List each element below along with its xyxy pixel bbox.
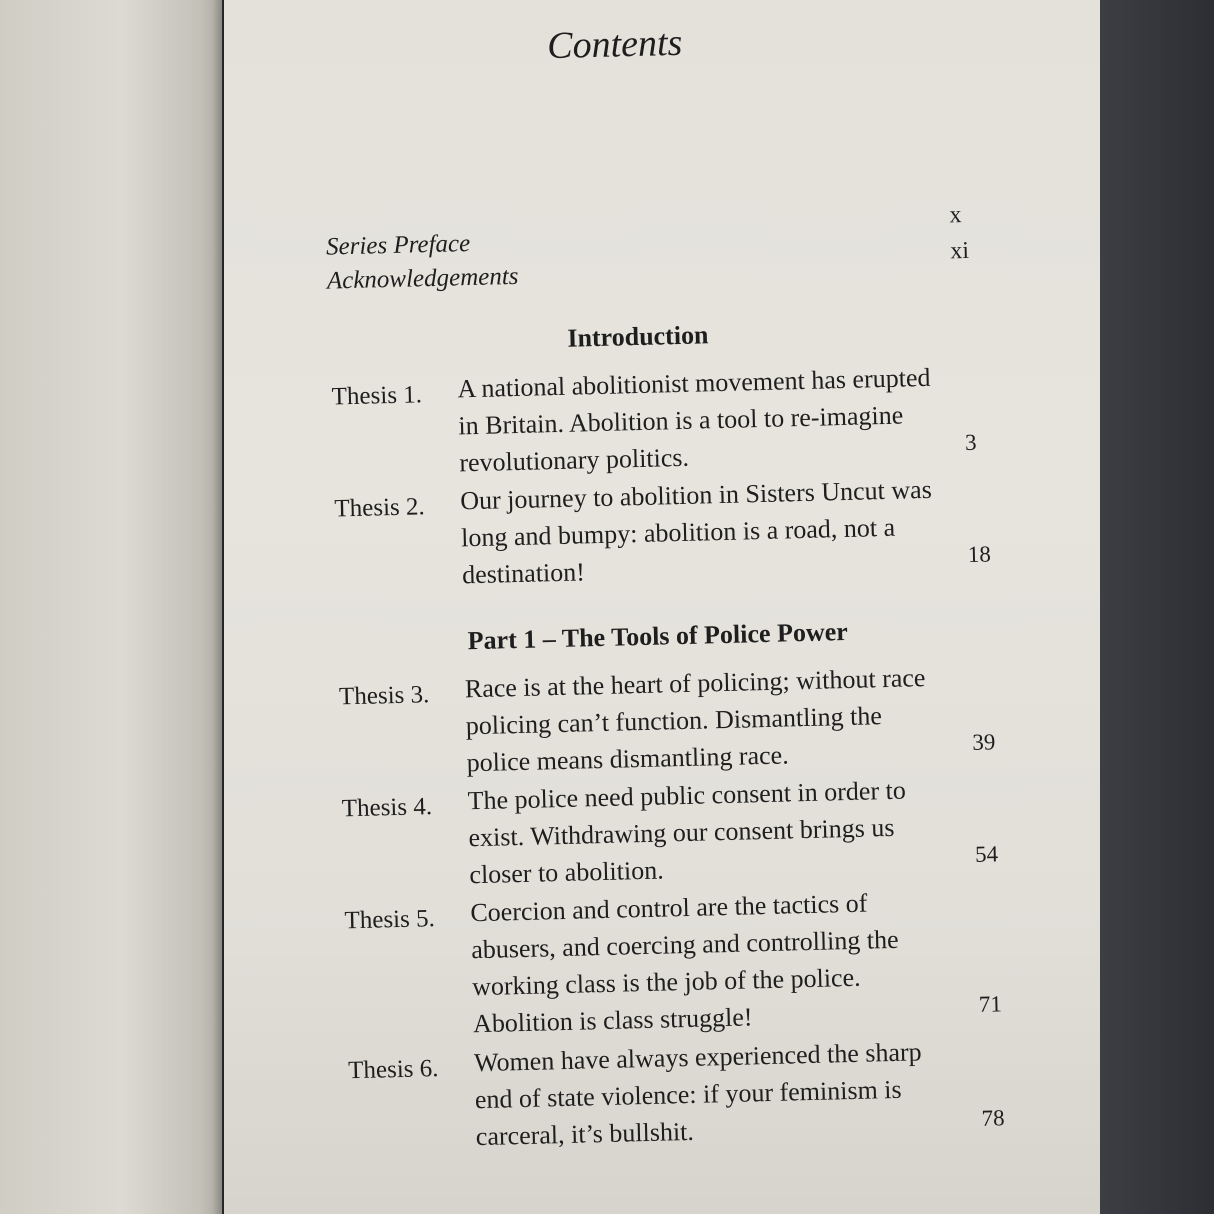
toc-front-acknowledgements: Acknowledgements bbox=[326, 262, 519, 295]
toc-entry-label: Thesis 5. bbox=[344, 905, 436, 935]
toc-front-acknowledgements-page: xi bbox=[950, 237, 970, 265]
section-heading-part-1: Part 1 – The Tools of Police Power bbox=[467, 616, 849, 656]
toc-entry-text: Race is at the heart of policing; without race policing can’t function. Dismantling the police means dismantling race. bbox=[464, 663, 926, 778]
toc-entry-text: Our journey to abolition in Sisters Uncut was long and bumpy: abolition is a road, not a destination! bbox=[459, 474, 933, 590]
toc-entry-text: The police need public consent in order to exist. Withdrawing our consent brings us closer to abolition. bbox=[467, 775, 907, 890]
toc-entry-label: Thesis 3. bbox=[338, 681, 430, 711]
toc-entry-text: Women have always experienced the sharp end of state violence: if your feminism is carceral, it’s bullshit. bbox=[473, 1037, 922, 1152]
toc-entry-label: Thesis 4. bbox=[341, 793, 433, 823]
toc-entry-label: Thesis 2. bbox=[334, 493, 426, 523]
toc-entry-text: A national abolitionist movement has erupted in Britain. Abolition is a tool to re-imagine revolutionary politics. bbox=[457, 362, 931, 478]
toc-entry-page: 71 bbox=[978, 991, 1003, 1017]
toc-entry-label: Thesis 6. bbox=[347, 1055, 439, 1085]
toc-entry-label: Thesis 1. bbox=[331, 381, 423, 411]
toc-front-series-preface-page: x bbox=[949, 202, 962, 229]
toc-entry-text: Coercion and control are the tactics of abusers, and coercing and controlling the working class is the job of the police. Abolition is class struggle! bbox=[470, 888, 899, 1039]
toc-entry-page: 3 bbox=[964, 429, 977, 456]
section-heading-introduction: Introduction bbox=[567, 320, 709, 353]
toc-entry-page: 78 bbox=[981, 1105, 1005, 1131]
toc-front-series-preface: Series Preface bbox=[325, 230, 471, 261]
toc-entry-page: 54 bbox=[974, 841, 999, 867]
left-page bbox=[0, 0, 222, 1214]
toc-entry-page: 18 bbox=[967, 541, 992, 567]
toc-entry-page: 39 bbox=[972, 729, 996, 755]
contents-page bbox=[224, 0, 1139, 1214]
contents-heading: Contents bbox=[546, 21, 683, 68]
